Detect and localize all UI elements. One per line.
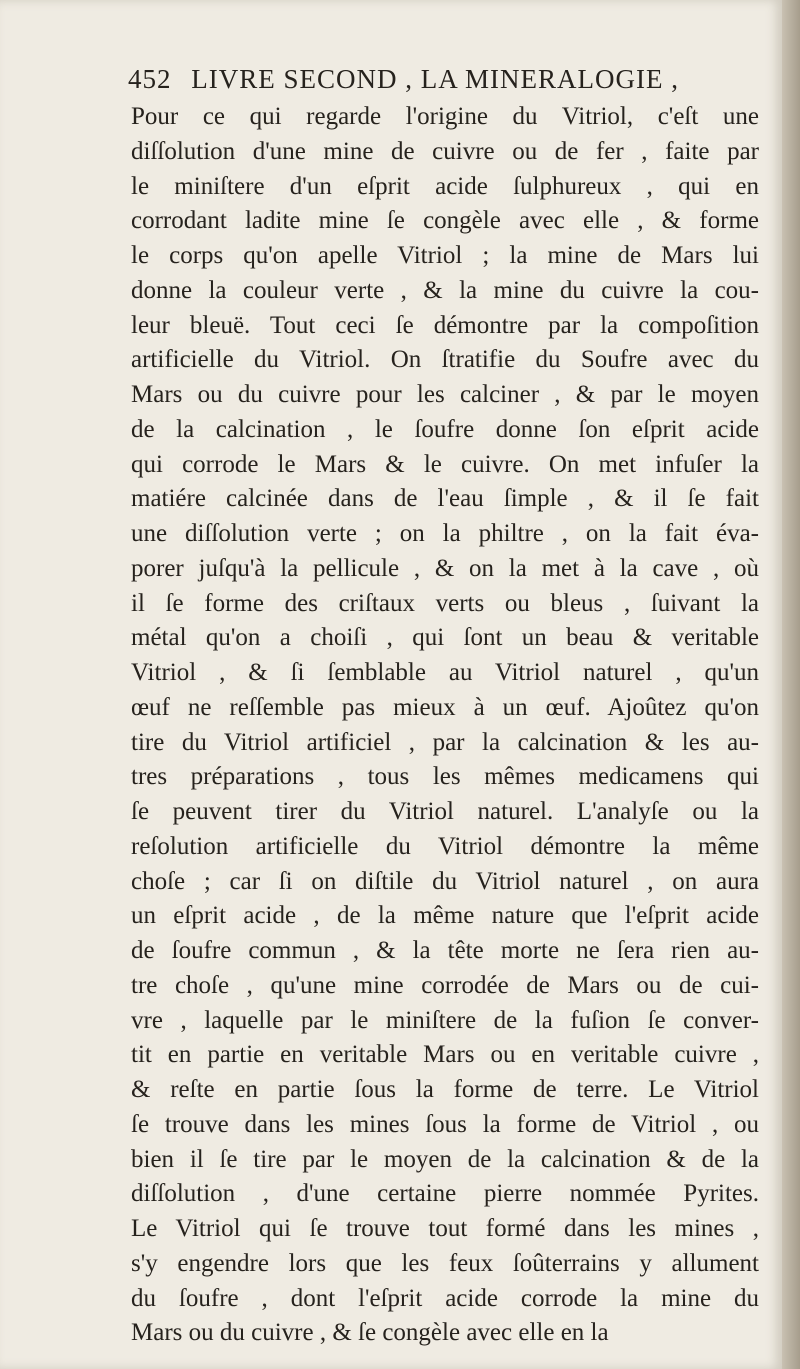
text-line: diſſolution , d'une certaine pierre nommée Pyrites. — [131, 1180, 759, 1208]
text-line: reſolution artificielle du Vitriol démontre la même — [131, 832, 759, 860]
text-line: Mars ou du cuivre , & ſe congèle avec elle en la — [131, 1319, 609, 1347]
text-line: s'y engendre lors que les feux ſoûterrains y allument — [131, 1249, 759, 1277]
text-line: métal qu'on a choiſi , qui ſont un beau & veritable — [131, 624, 759, 652]
page-header — [128, 64, 768, 95]
text-line: donne la couleur verte , & la mine du cuivre la cou- — [131, 276, 759, 304]
text-line: artificielle du Vitriol. On ſtratifie du Soufre avec du — [131, 346, 759, 374]
text-line: tres préparations , tous les mêmes medicamens qui — [131, 763, 759, 791]
body-text — [131, 100, 759, 1351]
text-line: tit en partie en veritable Mars ou en veritable cuivre , — [131, 1041, 759, 1069]
text-line: Le Vitriol qui ſe trouve tout formé dans les mines , — [131, 1215, 759, 1242]
text-line: qui corrode le Mars & le cuivre. On met infuſer la — [131, 450, 759, 478]
page-number: 452 — [128, 64, 172, 94]
text-line: ſe peuvent tirer du Vitriol naturel. L'analyſe ou la — [131, 798, 759, 825]
text-line: du ſoufre , dont l'eſprit acide corrode la mine du — [131, 1284, 759, 1312]
text-line: bien il ſe tire par le moyen de la calcination & de la — [131, 1145, 759, 1173]
text-line: une diſſolution verte ; on la philtre , on la fait éva- — [131, 520, 759, 547]
text-line: ſe trouve dans les mines ſous la forme de Vitriol , ou — [131, 1110, 759, 1138]
text-line: corrodant ladite mine ſe congèle avec elle , & forme — [131, 207, 759, 235]
text-line: œuf ne reſſemble pas mieux à un œuf. Ajoûtez qu'on — [131, 693, 759, 721]
text-line: choſe ; car ſi on diſtile du Vitriol naturel , on aura — [131, 867, 759, 895]
text-line: il ſe forme des criſtaux verts ou bleus , ſuivant la — [131, 589, 759, 617]
text-line: tire du Vitriol artificiel , par la calcination & les au- — [131, 728, 759, 756]
text-line: vre , laquelle par le miniſtere de la fuſion ſe conver- — [131, 1006, 759, 1034]
text-line: de la calcination , le ſoufre donne ſon eſprit acide — [131, 415, 759, 443]
text-line: le miniſtere d'un eſprit acide ſulphureux , qui en — [131, 172, 759, 200]
text-line: le corps qu'on apelle Vitriol ; la mine de Mars lui — [131, 242, 759, 269]
text-line: Mars ou du cuivre pour les calciner , & par le moyen — [131, 381, 759, 408]
text-line: tre choſe , qu'une mine corrodée de Mars ou de cui- — [131, 971, 759, 999]
text-line: & reſte en partie ſous la forme de terre. Le Vitriol — [131, 1076, 759, 1103]
text-line: diſſolution d'une mine de cuivre ou de fer , faite par — [131, 137, 759, 165]
text-line: de ſoufre commun , & la tête morte ne ſera rien au- — [131, 937, 759, 964]
text-line: matiére calcinée dans de l'eau ſimple , & il ſe fait — [131, 485, 759, 513]
page-edge — [782, 0, 800, 1369]
text-line: Pour ce qui regarde l'origine du Vitriol, c'eſt une — [131, 103, 759, 130]
text-line: leur bleuë. Tout ceci ſe démontre par la compoſition — [131, 311, 759, 339]
running-title: LIVRE SECOND , LA MINERALOGIE , — [191, 64, 679, 94]
text-line: un eſprit acide , de la même nature que l'eſprit acide — [131, 902, 759, 930]
text-line: Vitriol , & ſi ſemblable au Vitriol naturel , qu'un — [131, 659, 759, 686]
text-line: porer juſqu'à la pellicule , & on la met à la cave , où — [131, 554, 759, 582]
